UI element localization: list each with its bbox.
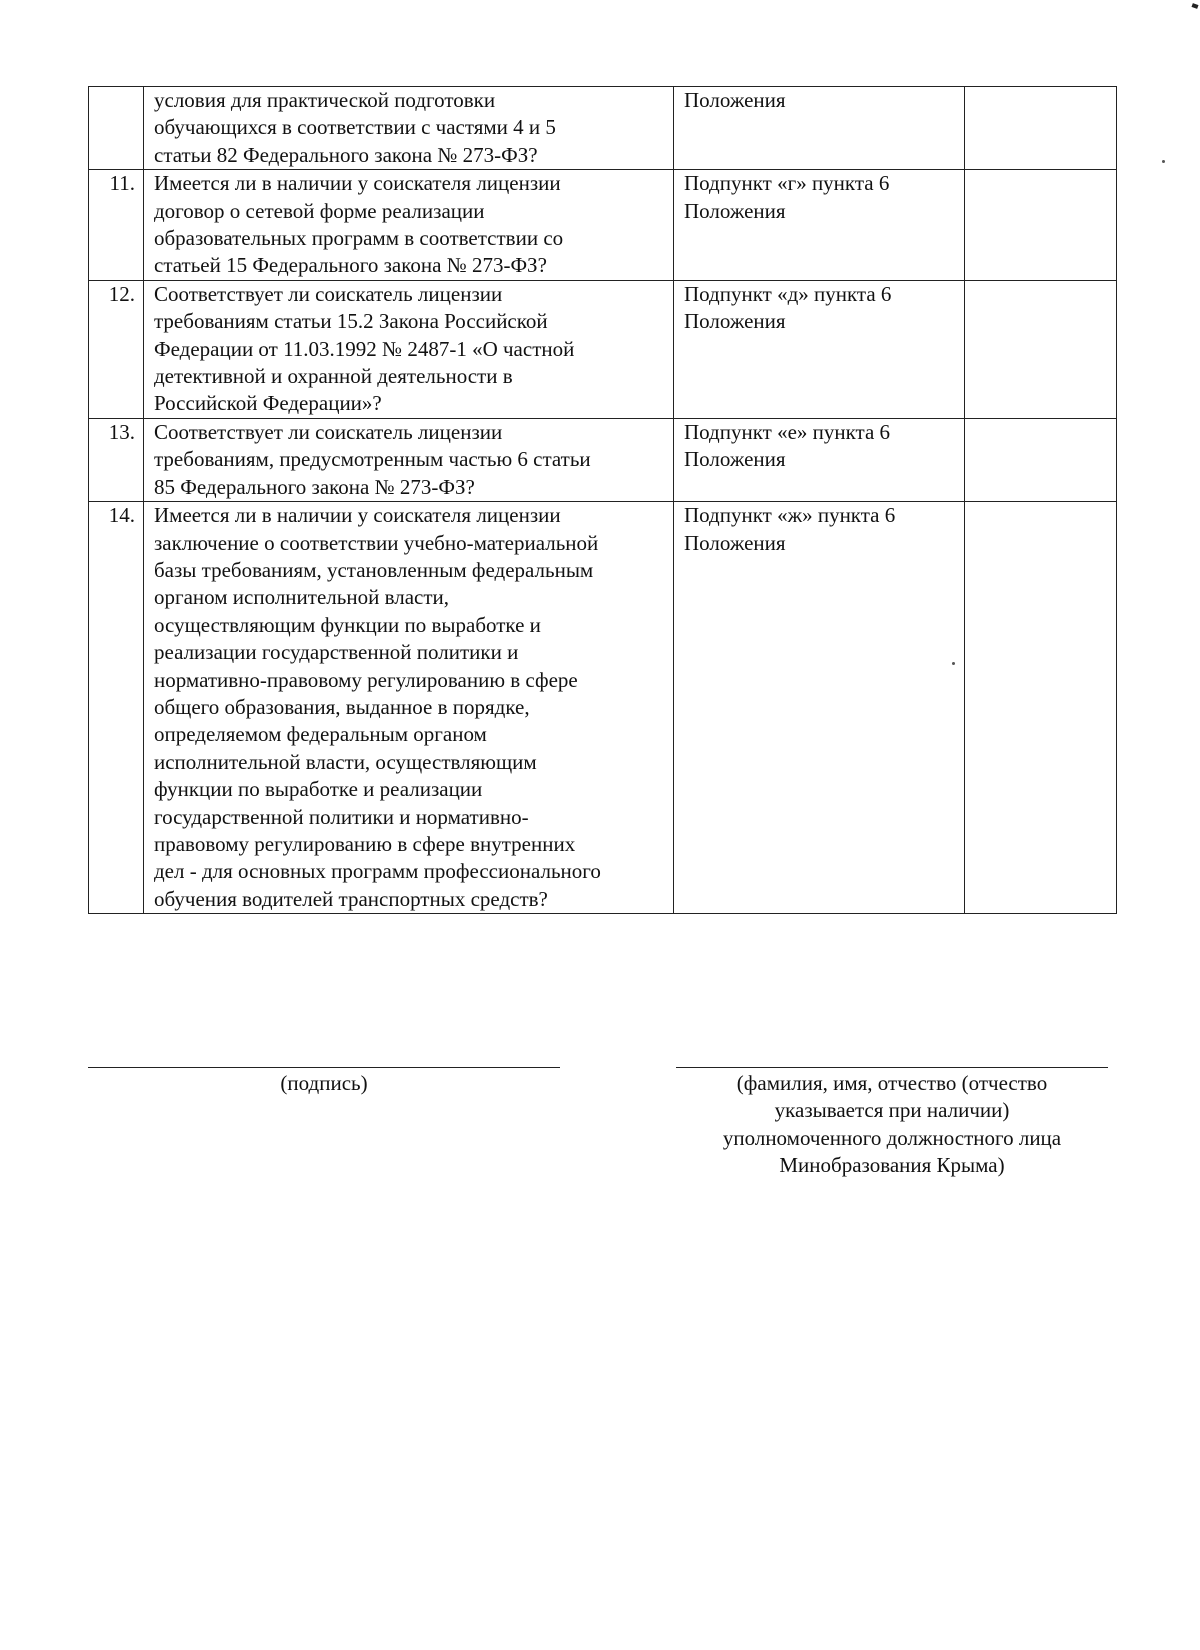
checklist-table — [88, 86, 1117, 914]
reference-cell: Положения — [674, 87, 965, 170]
table-row — [89, 170, 1117, 281]
signature-caption: (подпись) — [280, 1071, 368, 1095]
question-cell: условия для практической подготовки обучающихся в соответствии с частями 4 и 5 статьи 82 Федерального закона № 273-ФЗ? — [144, 87, 674, 170]
scan-mark — [1191, 3, 1198, 9]
row-number: 11. — [89, 170, 144, 281]
signature-line — [88, 1067, 560, 1068]
answer-cell — [965, 418, 1117, 501]
row-number: 13. — [89, 418, 144, 501]
row-number — [89, 87, 144, 170]
reference-cell: Подпункт «д» пункта 6 Положения — [674, 280, 965, 418]
row-number: 14. — [89, 502, 144, 914]
answer-cell — [965, 502, 1117, 914]
reference-cell: Подпункт «е» пункта 6 Положения — [674, 418, 965, 501]
table-row — [89, 502, 1117, 914]
question-cell: Соответствует ли соискатель лицензии требованиям, предусмотренным частью 6 статьи 85 Федерального закона № 273-ФЗ? — [144, 418, 674, 501]
question-cell: Имеется ли в наличии у соискателя лицензии заключение о соответствии учебно-материальной базы требованиям, установленным федеральным органом исполнительной власти, осуществляющим функции по выработке и реализации государственной политики и нормативно-правовому регулированию в сфере общего образования, выданное в порядке, определяемом федеральным органом исполнительной власти, осуществляющим функции по выработке и реализации государственной политики и нормативно- правовому регулированию в сфере внутренних дел - для основных программ профессионального обучения водителей транспортных средств? — [144, 502, 674, 914]
reference-cell: Подпункт «ж» пункта 6 Положения — [674, 502, 965, 914]
answer-cell — [965, 280, 1117, 418]
table-row — [89, 280, 1117, 418]
scan-speck — [952, 662, 955, 665]
table-row — [89, 418, 1117, 501]
official-name-caption: (фамилия, имя, отчество (отчество указывается при наличии) уполномоченного должностного лица Минобразования Крыма) — [722, 1071, 1062, 1178]
answer-cell — [965, 87, 1117, 170]
name-line — [676, 1067, 1108, 1068]
table-row — [89, 87, 1117, 170]
reference-cell: Подпункт «г» пункта 6 Положения — [674, 170, 965, 281]
question-cell: Соответствует ли соискатель лицензии требованиям статьи 15.2 Закона Российской Федерации от 11.03.1992 № 2487-1 «О частной детективной и охранной деятельности в Российской Федерации»? — [144, 280, 674, 418]
question-cell: Имеется ли в наличии у соискателя лицензии договор о сетевой форме реализации образовательных программ в соответствии со статьей 15 Федерального закона № 273-ФЗ? — [144, 170, 674, 281]
row-number: 12. — [89, 280, 144, 418]
answer-cell — [965, 170, 1117, 281]
scan-speck — [1162, 160, 1165, 163]
